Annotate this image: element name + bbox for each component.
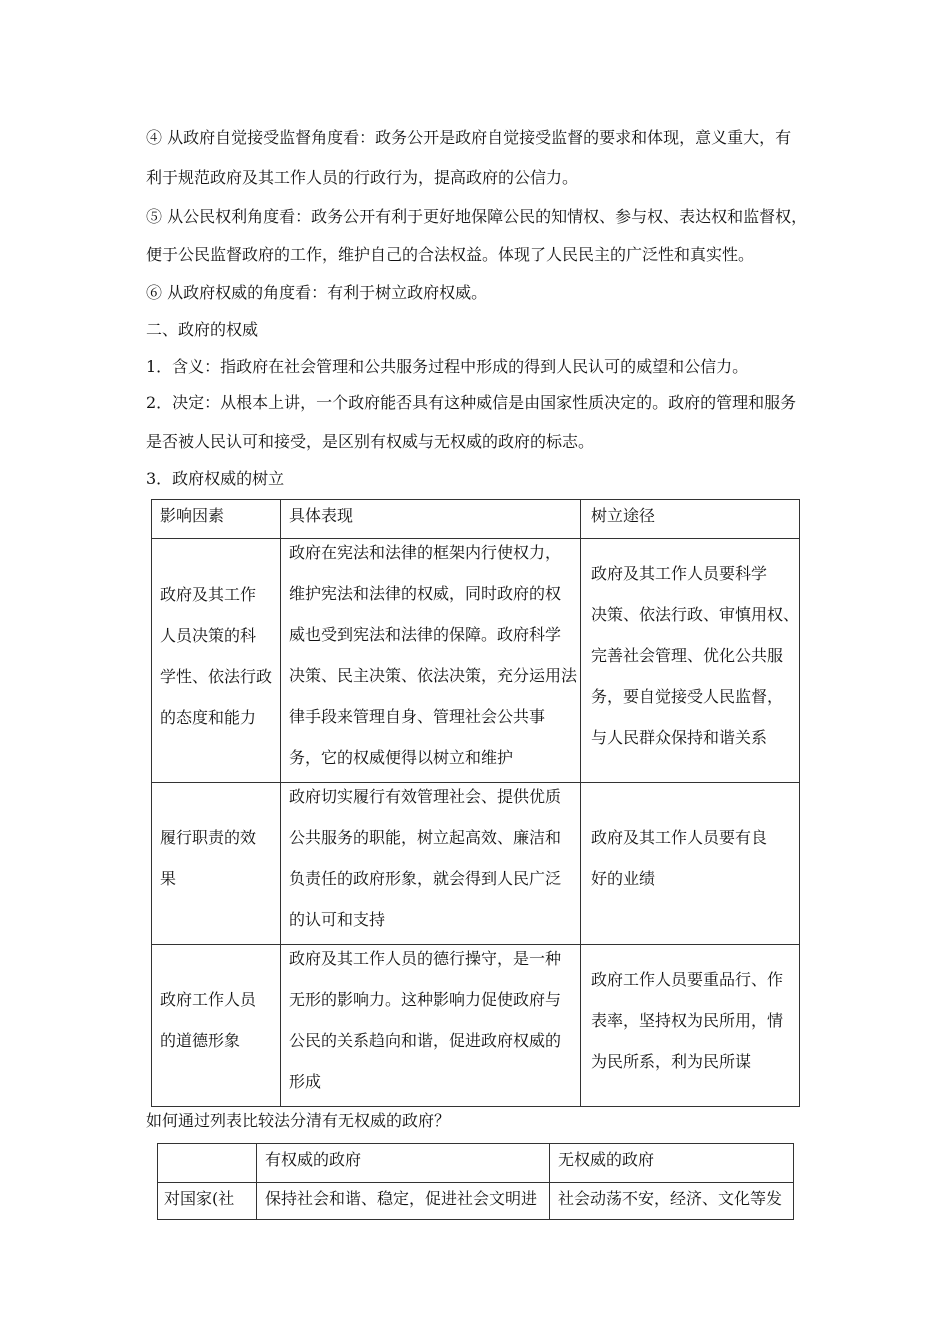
header-way-text: 树立途径	[591, 506, 656, 525]
paragraph-5-line2: 便于公民监督政府的工作，维护自己的合法权益。体现了人民民主的广泛性和真实性。	[146, 245, 755, 264]
row1-detail-line: 政府在宪法和法律的框架内行使权力，	[289, 543, 562, 562]
table-row-3-factor	[151, 944, 281, 1107]
row1-factor-line: 的态度和能力	[160, 708, 257, 727]
table-row-2-way	[580, 782, 800, 945]
row2-factor-line: 果	[160, 869, 177, 888]
row1-detail-line: 维护宪法和法律的权威，同时政府的权	[289, 584, 562, 603]
section-heading-authority: 二、政府的权威	[146, 320, 259, 339]
row2-way-line: 政府及其工作人员要有良	[591, 828, 768, 847]
row3-way-line: 为民所系，利为民所谋	[591, 1052, 752, 1071]
table-row-1-factor	[151, 538, 281, 783]
row1-way-line: 完善社会管理、优化公共服	[591, 646, 784, 665]
row3-way-line: 表率，坚持权为民所用，情	[591, 1011, 784, 1030]
t2-header-with-authority	[256, 1143, 550, 1183]
paragraph-6: ⑥ 从政府权威的角度看：有利于树立政府权威。	[146, 283, 488, 302]
row1-factor-line: 政府及其工作	[160, 585, 257, 604]
paragraph-4-line1: ④ 从政府自觉接受监督角度看：政务公开是政府自觉接受监督的要求和体现，意义重大，有	[146, 128, 792, 147]
row1-way-line: 决策、依法行政、审慎用权、	[591, 605, 800, 624]
table-row-1-detail	[280, 538, 581, 783]
row3-factor-line: 的道德形象	[160, 1031, 241, 1050]
table-row-3-detail	[280, 944, 581, 1107]
row3-factor-line: 政府工作人员	[160, 990, 257, 1009]
t2-row1-without-authority	[549, 1182, 794, 1220]
header-cell-way	[580, 499, 800, 539]
header-cell-factor	[151, 499, 281, 539]
t2-row1-label	[157, 1182, 257, 1220]
row1-detail-line: 威也受到宪法和法律的保障。政府科学	[289, 625, 562, 644]
header-cell-detail	[280, 499, 581, 539]
table-row-1-way	[580, 538, 800, 783]
row1-factor-line: 人员决策的科	[160, 626, 257, 645]
row2-detail-line: 负责任的政府形象，就会得到人民广泛	[289, 869, 562, 888]
t2-header-empty	[157, 1143, 257, 1183]
row3-detail-line: 公民的关系趋向和谐，促进政府权威的	[289, 1031, 562, 1050]
row2-detail-line: 公共服务的职能，树立起高效、廉洁和	[289, 828, 562, 847]
row3-detail-line: 无形的影响力。这种影响力促使政府与	[289, 990, 562, 1009]
paragraph-5-line1: ⑤ 从公民权利角度看：政务公开有利于更好地保障公民的知情权、参与权、表达权和监督权，	[146, 207, 808, 226]
table-row-2-detail	[280, 782, 581, 945]
establishment-heading: 3．政府权威的树立	[146, 469, 285, 488]
t2-row1-with-authority-text: 保持社会和谐、稳定，促进社会文明进	[265, 1189, 538, 1208]
t2-row1-label-text: 对国家(社	[164, 1189, 235, 1208]
row1-detail-line: 务，它的权威便得以树立和维护	[289, 748, 514, 767]
t2-header-without-authority	[549, 1143, 794, 1183]
row2-detail-line: 的认可和支持	[289, 910, 386, 929]
paragraph-4-line2: 利于规范政府及其工作人员的行政行为，提高政府的公信力。	[146, 168, 579, 187]
t2-header-without-authority-text: 无权威的政府	[558, 1150, 655, 1169]
t2-row1-without-authority-text: 社会动荡不安，经济、文化等发	[558, 1189, 783, 1208]
determination-line1: 2．决定：从根本上讲，一个政府能否具有这种威信是由国家性质决定的。政府的管理和服务	[146, 393, 797, 412]
header-detail-text: 具体表现	[289, 506, 354, 525]
row2-detail-line: 政府切实履行有效管理社会、提供优质	[289, 787, 562, 806]
table-row-2-factor	[151, 782, 281, 945]
row2-factor-line: 履行职责的效	[160, 828, 257, 847]
comparison-question: 如何通过列表比较法分清有无权威的政府？	[146, 1111, 451, 1130]
row3-detail-line: 形成	[289, 1072, 322, 1091]
t2-header-with-authority-text: 有权威的政府	[265, 1150, 362, 1169]
row1-detail-line: 律手段来管理自身、管理社会公共事	[289, 707, 546, 726]
row3-detail-line: 政府及其工作人员的德行操守，是一种	[289, 949, 562, 968]
row2-way-line: 好的业绩	[591, 869, 656, 888]
row1-way-line: 与人民群众保持和谐关系	[591, 728, 768, 747]
determination-line2: 是否被人民认可和接受，是区别有权威与无权威的政府的标志。	[146, 432, 595, 451]
row1-detail-line: 决策、民主决策、依法决策，充分运用法	[289, 666, 578, 685]
row3-way-line: 政府工作人员要重品行、作	[591, 970, 784, 989]
header-factor-text: 影响因素	[160, 506, 225, 525]
table-row-3-way	[580, 944, 800, 1107]
row1-way-line: 政府及其工作人员要科学	[591, 564, 768, 583]
t2-row1-with-authority	[256, 1182, 550, 1220]
row1-way-line: 务，要自觉接受人民监督，	[591, 687, 784, 706]
row1-factor-line: 学性、依法行政	[160, 667, 273, 686]
definition-item: 1．含义：指政府在社会管理和公共服务过程中形成的得到人民认可的威望和公信力。	[146, 357, 749, 376]
